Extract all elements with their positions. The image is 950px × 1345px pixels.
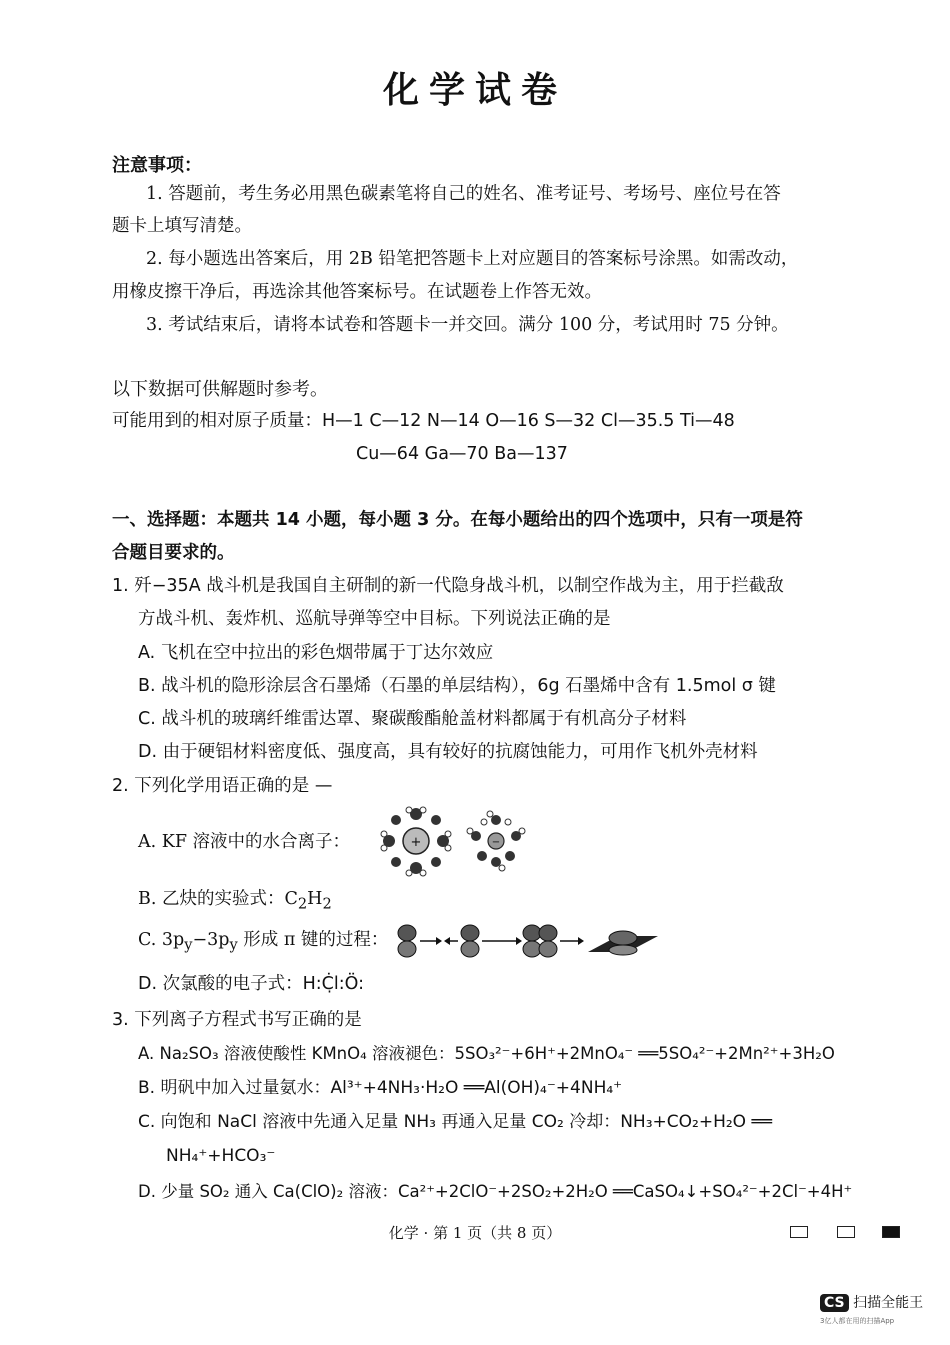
- q2-option-d: D. 次氯酸的电子式：H:Ċ̣l:Ö:: [138, 974, 364, 994]
- page-marker-2: [837, 1226, 855, 1238]
- notice-item-2-line-2: 用橡皮擦干净后，再选涂其他答案标号。在试题卷上作答无效。: [112, 282, 602, 302]
- hydrated-ions-diagram: [376, 800, 536, 882]
- page-marker-1: [790, 1226, 808, 1238]
- atomic-masses-line-2: Cu—64 Ga—70 Ba—137: [356, 444, 568, 464]
- pi-bond-diagram: [392, 918, 662, 962]
- q2-option-c-suffix: 形成 π 键的过程：: [237, 930, 389, 950]
- q3-option-c-line-1: C. 向饱和 NaCl 溶液中先通入足量 NH₃ 再通入足量 CO₂ 冷却：NH₃+CO₂+H₂O ══: [138, 1112, 772, 1132]
- q2-b-formula-c: C: [284, 889, 298, 909]
- svg-text:−: −: [491, 837, 501, 848]
- q2-option-b: [138, 887, 332, 917]
- q2-option-b-label: B. 乙炔的实验式：: [138, 889, 285, 909]
- page-marker-3: [882, 1226, 900, 1238]
- q2-stem: 2. 下列化学用语正确的是 —: [112, 776, 333, 796]
- pi-bond-result: [588, 931, 658, 955]
- p-orbital-overlap: [523, 925, 557, 957]
- notice-item-2-line-1: 2. 每小题选出答案后，用 2B 铅笔把答题卡上对应题目的答案标号涂黑。如需改动，: [146, 249, 799, 269]
- q3-stem: 3. 下列离子方程式书写正确的是: [112, 1010, 362, 1030]
- page-footer: 化学 · 第 1 页（共 8 页）: [388, 1224, 562, 1242]
- hydrated-anion: [467, 811, 525, 871]
- q2-option-a-label: A. KF 溶液中的水合离子：: [138, 832, 351, 852]
- p-orbital-2: [461, 925, 479, 957]
- q1-option-c: C. 战斗机的玻璃纤维雷达罩、聚碳酸酯舱盖材料都属于有机高分子材料: [138, 709, 687, 729]
- scanner-watermark: [820, 1292, 923, 1326]
- q3-option-a: A. Na₂SO₃ 溶液使酸性 KMnO₄ 溶液褪色：5SO₃²⁻+6H⁺+2MnO₄⁻ ══5SO₄²⁻+2Mn²⁺+3H₂O: [138, 1044, 835, 1063]
- q2-b-sub-1: 2: [297, 895, 308, 913]
- atomic-masses-line-1: 可能用到的相对原子质量：H—1 C—12 N—14 O—16 S—32 Cl—35.5 Ti—48: [112, 411, 735, 431]
- notice-heading: 注意事项：: [112, 155, 202, 176]
- q3-option-c-line-2: NH₄⁺+HCO₃⁻: [166, 1146, 276, 1166]
- q2-c-sub-2: y: [229, 936, 238, 954]
- q1-stem-line-1: 1. 歼−35A 战斗机是我国自主研制的新一代隐身战斗机，以制空作战为主，用于拦截敌: [112, 576, 784, 596]
- svg-text:+: +: [410, 835, 422, 850]
- q1-option-d: D. 由于硬铝材料密度低、强度高，具有较好的抗腐蚀能力，可用作飞机外壳材料: [138, 742, 758, 762]
- exam-title: 化学试卷: [382, 70, 567, 111]
- reference-intro: 以下数据可供解题时参考。: [112, 379, 328, 400]
- scanner-subtitle: 3亿人都在用的扫描App: [820, 1317, 895, 1325]
- notice-item-3: 3. 考试结束后，请将本试卷和答题卡一并交回。满分 100 分，考试用时 75 分钟。: [146, 315, 789, 335]
- q3-option-d: D. 少量 SO₂ 通入 Ca(ClO)₂ 溶液：Ca²⁺+2ClO⁻+2SO₂+2H₂O ══CaSO₄↓+SO₄²⁻+2Cl⁻+4H⁺: [138, 1182, 853, 1201]
- hydrated-cation: [381, 807, 451, 876]
- p-orbital-1: [398, 925, 416, 957]
- arrow-left-1: [444, 937, 450, 945]
- scanner-logo-icon: CS: [820, 1294, 849, 1312]
- q3-option-b: B. 明矾中加入过量氨水：Al³⁺+4NH₃·H₂O ══Al(OH)₄⁻+4NH₄⁺: [138, 1078, 623, 1098]
- q2-option-c-prefix: C. 3p: [138, 930, 185, 950]
- notice-item-1-line-2: 题卡上填写清楚。: [112, 216, 252, 236]
- q2-b-formula-h: H: [307, 889, 323, 909]
- q1-stem-line-2: 方战斗机、轰炸机、巡航导弹等空中目标。下列说法正确的是: [138, 609, 611, 629]
- section-1-heading-line-2: 合题目要求的。: [112, 543, 235, 563]
- q2-option-a: [138, 830, 350, 854]
- section-1-heading-line-1: 一、选择题：本题共 14 小题，每小题 3 分。在每小题给出的四个选项中，只有一项是符: [112, 510, 803, 530]
- notice-item-1-line-1: 1. 答题前，考生务必用黑色碳素笔将自己的姓名、准考证号、考场号、座位号在答: [146, 184, 781, 204]
- scanner-name: 扫描全能王: [853, 1295, 924, 1311]
- q1-option-b: B. 战斗机的隐形涂层含石墨烯（石墨的单层结构），6g 石墨烯中含有 1.5mol σ 键: [138, 676, 776, 696]
- q2-option-c-mid: −3p: [192, 930, 230, 950]
- q1-option-a: A. 飞机在空中拉出的彩色烟带属于丁达尔效应: [138, 643, 494, 663]
- q2-b-sub-2: 2: [322, 895, 332, 913]
- q2-option-c: [138, 928, 388, 958]
- q2-c-sub-1: y: [184, 936, 193, 954]
